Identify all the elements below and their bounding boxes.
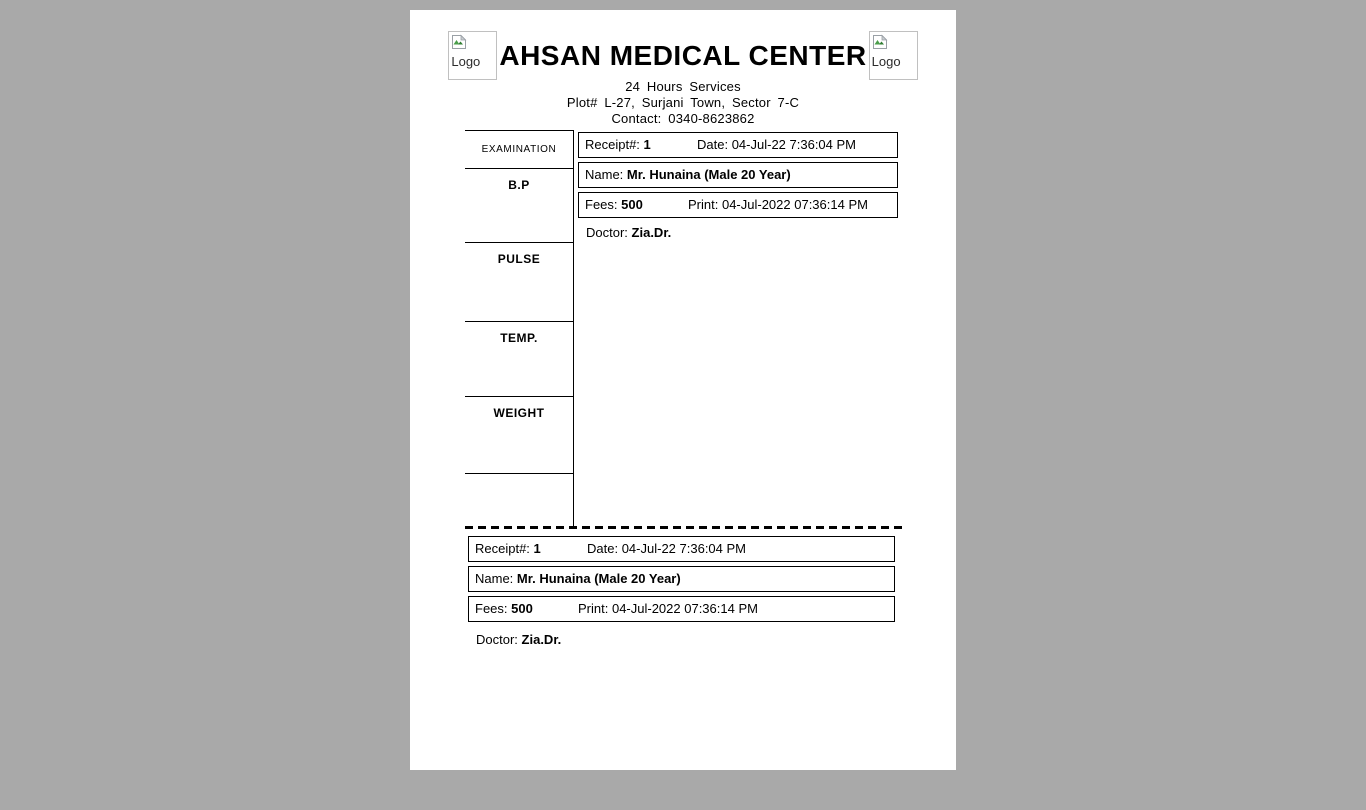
doctor-value: Zia.Dr. xyxy=(631,225,672,240)
receipt-page xyxy=(410,10,956,770)
fees-row xyxy=(468,596,895,622)
receipt-bottom-copy xyxy=(468,536,895,648)
print-label: Print: xyxy=(688,197,719,212)
fees-label: Fees: xyxy=(475,601,508,616)
print-time xyxy=(688,193,868,217)
name-value: Mr. Hunaina (Male 20 Year) xyxy=(626,167,791,182)
receipt-date xyxy=(697,133,856,157)
receipt-number-row xyxy=(468,536,895,562)
print-label: Print: xyxy=(578,601,609,616)
name-label: Name: xyxy=(585,167,624,182)
fees-label: Fees: xyxy=(585,197,618,212)
broken-image-icon xyxy=(872,34,888,50)
logo-alt-text: Logo xyxy=(451,54,481,69)
name-value: Mr. Hunaina (Male 20 Year) xyxy=(516,571,681,586)
exam-label-pulse: PULSE xyxy=(497,252,541,266)
examination-table xyxy=(465,130,574,528)
patient-name-row xyxy=(578,162,898,188)
examination-header-cell xyxy=(465,131,573,169)
exam-label-bp: B.P xyxy=(508,178,530,192)
date-label: Date: xyxy=(697,137,729,152)
receipt-number-value: 1 xyxy=(533,541,541,556)
exam-row-bp xyxy=(465,169,573,243)
receipt-number-row xyxy=(578,132,898,158)
tear-off-dashed-line xyxy=(465,526,902,529)
exam-row-weight xyxy=(465,397,573,474)
exam-row-pulse xyxy=(465,243,573,322)
clinic-subheader xyxy=(410,79,956,127)
doctor-label: Doctor: xyxy=(476,632,518,647)
clinic-header xyxy=(410,31,956,80)
fees-row xyxy=(578,192,898,218)
clinic-tagline: 24 Hours Services xyxy=(625,79,741,94)
logo-alt-text: Logo xyxy=(871,54,901,69)
date-value: 04-Jul-22 7:36:04 PM xyxy=(621,541,746,556)
date-value: 04-Jul-22 7:36:04 PM xyxy=(731,137,856,152)
name-label: Name: xyxy=(475,571,514,586)
fees-value: 500 xyxy=(511,601,533,616)
exam-row-empty xyxy=(465,474,573,529)
clinic-name: AHSAN MEDICAL CENTER xyxy=(499,39,867,71)
print-value: 04-Jul-2022 07:36:14 PM xyxy=(611,601,758,616)
clinic-contact: Contact: 0340-8623862 xyxy=(611,111,755,126)
patient-name-row xyxy=(468,566,895,592)
doctor-value: Zia.Dr. xyxy=(521,632,562,647)
clinic-logo-right xyxy=(869,31,918,80)
print-time xyxy=(578,597,758,621)
doctor-row xyxy=(578,225,898,241)
clinic-logo-left xyxy=(448,31,497,80)
examination-header-label: EXAMINATION xyxy=(481,144,557,155)
receipt-number-label: Receipt#: xyxy=(585,137,640,152)
exam-label-temp: TEMP. xyxy=(500,331,538,345)
receipt-number-value: 1 xyxy=(643,137,651,152)
print-value: 04-Jul-2022 07:36:14 PM xyxy=(721,197,868,212)
exam-row-temp xyxy=(465,322,573,397)
receipt-date xyxy=(587,537,746,561)
fees-value: 500 xyxy=(621,197,643,212)
date-label: Date: xyxy=(587,541,619,556)
doctor-label: Doctor: xyxy=(586,225,628,240)
doctor-row xyxy=(468,632,895,648)
exam-label-weight: WEIGHT xyxy=(493,406,545,420)
receipt-number-label: Receipt#: xyxy=(475,541,530,556)
clinic-address: Plot# L-27, Surjani Town, Sector 7-C xyxy=(566,95,800,110)
broken-image-icon xyxy=(451,34,467,50)
receipt-top-copy xyxy=(578,132,898,241)
